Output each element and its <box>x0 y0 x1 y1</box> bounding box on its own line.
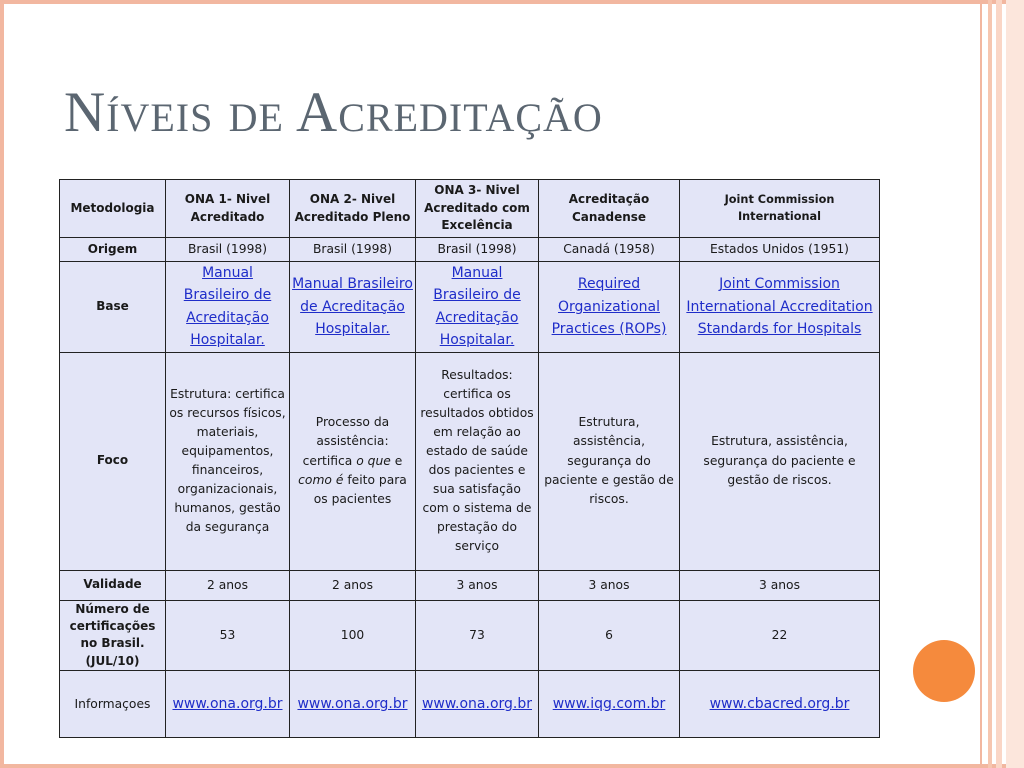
base-link-ona2[interactable]: Manual Brasileiro de Acreditação Hospitalar. <box>292 276 413 337</box>
row-foco <box>60 352 880 570</box>
info-link-canadense[interactable]: www.iqg.com.br <box>552 695 666 712</box>
info-link-ona2[interactable]: www.ona.org.br <box>297 695 408 712</box>
cell-origem-canadense: Canadá (1958) <box>539 238 680 262</box>
right-decorative-stripes <box>980 0 1024 768</box>
cell-numero-ona1: 53 <box>166 600 290 671</box>
info-link-ona3[interactable]: www.ona.org.br <box>421 695 533 712</box>
base-link-canadense[interactable]: Required Organizational Practices (ROPs) <box>551 276 667 337</box>
row-label-origem: Origem <box>60 238 166 262</box>
base-link-ona3[interactable]: Manual Brasileiro de Acreditação Hospitalar. <box>433 265 521 349</box>
row-base <box>60 262 880 353</box>
cell-origem-ona3: Brasil (1998) <box>416 238 539 262</box>
row-informacoes <box>60 671 880 738</box>
cell-origem-ona2: Brasil (1998) <box>290 238 416 262</box>
cell-info-ona2 <box>290 671 416 738</box>
base-link-jci[interactable]: Joint Commission International Accreditation Standards for Hospitals <box>686 276 873 337</box>
header-cell-ona1: ONA 1- Nivel Acreditado <box>166 180 290 238</box>
cell-base-ona2 <box>290 262 416 353</box>
cell-base-ona1 <box>166 262 290 353</box>
row-origem <box>60 238 880 262</box>
cell-info-ona3 <box>416 671 539 738</box>
header-cell-jci: Joint Commission International <box>680 180 880 238</box>
header-cell-metodologia: Metodologia <box>60 180 166 238</box>
accreditation-table <box>59 179 880 738</box>
cell-validade-ona3: 3 anos <box>416 570 539 600</box>
header-cell-ona3: ONA 3- Nivel Acreditado com Excelência <box>416 180 539 238</box>
row-label-foco: Foco <box>60 352 166 570</box>
cell-validade-ona2: 2 anos <box>290 570 416 600</box>
slide-title: Níveis de Acreditação <box>64 81 603 144</box>
cell-info-ona1 <box>166 671 290 738</box>
row-label-validade: Validade <box>60 570 166 600</box>
header-cell-canadense: Acreditação Canadense <box>539 180 680 238</box>
row-label-numero: Número de certificações no Brasil. (JUL/10) <box>60 600 166 671</box>
cell-numero-ona3: 73 <box>416 600 539 671</box>
cell-numero-jci: 22 <box>680 600 880 671</box>
cell-validade-jci: 3 anos <box>680 570 880 600</box>
cell-origem-ona1: Brasil (1998) <box>166 238 290 262</box>
cell-foco-ona3: Resultados: certifica os resultados obtidos em relação ao estado de saúde dos pacientes e sua satisfação com o sistema de prestação do serviço <box>416 352 539 570</box>
orange-circle-decoration <box>913 640 975 702</box>
row-validade <box>60 570 880 600</box>
header-row <box>60 180 880 238</box>
base-link-ona1[interactable]: Manual Brasileiro de Acreditação Hospitalar. <box>183 265 272 349</box>
row-label-informacoes: Informaçoes <box>60 671 166 738</box>
cell-origem-jci: Estados Unidos (1951) <box>680 238 880 262</box>
cell-validade-ona1: 2 anos <box>166 570 290 600</box>
cell-foco-ona1: Estrutura: certifica os recursos físicos, materiais, equipamentos, financeiros, organizacionais, humanos, gestão da segurança <box>166 352 290 570</box>
cell-numero-canadense: 6 <box>539 600 680 671</box>
header-cell-ona2: ONA 2- Nivel Acreditado Pleno <box>290 180 416 238</box>
row-numero <box>60 600 880 671</box>
cell-foco-canadense: Estrutura, assistência, segurança do paciente e gestão de riscos. <box>539 352 680 570</box>
cell-info-canadense <box>539 671 680 738</box>
row-label-base: Base <box>60 262 166 353</box>
cell-foco-jci: Estrutura, assistência, segurança do paciente e gestão de riscos. <box>680 352 880 570</box>
cell-base-jci <box>680 262 880 353</box>
cell-foco-ona2: Processo da assistência: certifica o que e como é feito para os pacientes <box>290 352 416 570</box>
cell-base-canadense <box>539 262 680 353</box>
cell-numero-ona2: 100 <box>290 600 416 671</box>
info-link-jci[interactable]: www.cbacred.org.br <box>709 695 850 712</box>
cell-info-jci <box>680 671 880 738</box>
cell-base-ona3 <box>416 262 539 353</box>
cell-validade-canadense: 3 anos <box>539 570 680 600</box>
info-link-ona1[interactable]: www.ona.org.br <box>172 695 283 712</box>
